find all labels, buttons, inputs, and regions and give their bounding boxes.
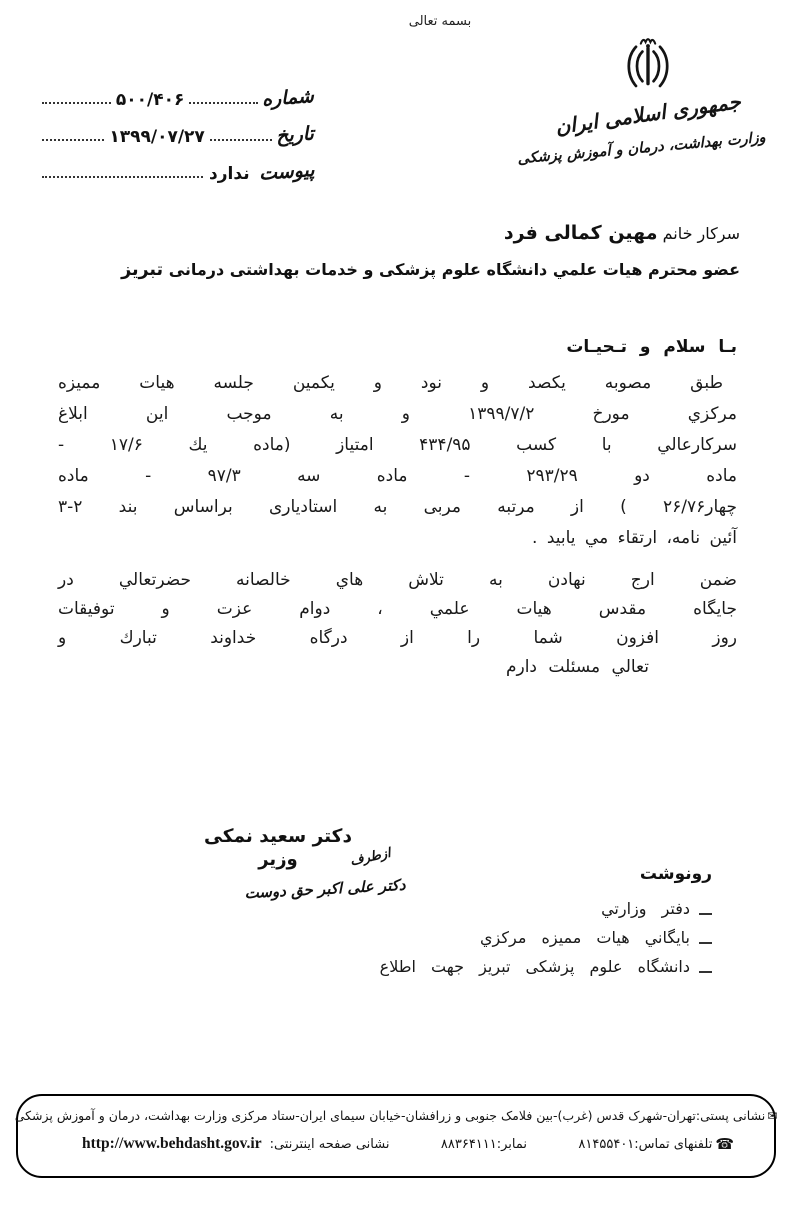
- body-paragraph-2: [58, 566, 737, 682]
- cc-item-label: دفتر وزارتي: [601, 899, 690, 918]
- body-line: آئین نامه، ارتقاء مي یابید .: [532, 528, 737, 548]
- number-dotted-line: [42, 65, 258, 110]
- contact-line: [42, 1135, 750, 1153]
- recipient-salutation: سرکار خانم: [657, 224, 740, 243]
- body-paragraph-1: [58, 368, 737, 554]
- address-text: تهران-شهرک قدس (غرب)-بین فلامک جنوبی و زرافشان-خیابان سیمای ایران-ستاد مرکزی وزارت بهداشت، درمان و آموزش پزشکی: [14, 1108, 696, 1123]
- cc-item-dash: [699, 942, 712, 944]
- attachment-label: پیوست: [257, 158, 315, 185]
- cc-item: [232, 894, 712, 923]
- cc-heading: رونوشت: [639, 864, 712, 884]
- besmele-text: بسمه تعالی: [408, 14, 472, 29]
- recipient-name-line: [55, 222, 740, 244]
- body-line: سرکارعالي با کسب ۴۳۴/۹۵ امتیاز (ماده یك ۱۷/۶ -: [58, 435, 737, 455]
- attachment-dotted-line: [42, 139, 255, 184]
- web-label: نشانی صفحه اینترنتی:: [269, 1136, 390, 1152]
- signature-role: وزیر: [258, 849, 298, 870]
- address-label: نشانی پستی:: [695, 1108, 766, 1123]
- cc-item-label: بایگاني هیات ممیزه مرکزي: [480, 928, 690, 947]
- body-line: چهار۲۶/۷۶ ) از مرتبه مربی به استادیاری براساس بند ‎۳-۲‎: [58, 497, 737, 517]
- recipient-title: عضو محترم هیات علمي دانشگاه علوم پزشکی و خدمات بهداشتی درمانی: [163, 260, 740, 279]
- recipient-title-line: [55, 260, 740, 280]
- cc-item: [232, 923, 712, 952]
- deputy-signature: دکتر علی اکبر حق دوست: [244, 875, 406, 903]
- on-behalf-note: ازطرف: [348, 845, 393, 870]
- cc-item: [232, 952, 712, 981]
- body-line: جایگاه مقدس هیات علمي ، دوام عزت و توفیقات: [58, 599, 737, 619]
- date-value: ۱۳۹۹/۰۷/۲۷: [104, 127, 209, 147]
- website-url: http://www.behdasht.gov.ir: [82, 1135, 262, 1152]
- recipient-block: [55, 222, 740, 280]
- ministry-calligraphy: وزارت بهداشت، درمان و آموزش پزشکی: [516, 129, 767, 168]
- cc-item-label: دانشگاه علوم پزشکی تبریز جهت اطلاع: [379, 957, 690, 976]
- body-line: ماده دو ۲۹۳/۲۹ - ماده سه ۹۷/۳ - ماده: [58, 466, 737, 486]
- address-line: [14, 1108, 778, 1123]
- body-line: طبق مصوبه یکصد و نود و یکمین جلسه هیات ممیزه: [58, 373, 723, 393]
- cc-item-dash: [699, 913, 712, 915]
- footer-box: [16, 1094, 776, 1178]
- signature-name: دکتر سعید نمکی: [204, 826, 352, 847]
- phones-value: ۸۱۴۵۵۴۰۱: [578, 1136, 635, 1152]
- republic-calligraphy: جمهوری اسلامی ایران: [553, 89, 743, 139]
- body-line: روز افزون شما را از درگاه خداوند تبارك و: [58, 628, 737, 648]
- fax-value: ۸۸۳۶۴۱۱۱: [440, 1136, 497, 1152]
- number-value: ۵۰۰/۴۰۶: [111, 90, 189, 110]
- recipient-city: تبریز: [121, 260, 164, 280]
- fax-label: نمابر:: [496, 1136, 528, 1152]
- web-segment: [82, 1135, 389, 1153]
- phone-icon: ☎: [715, 1135, 734, 1153]
- attachment-row: [42, 146, 314, 183]
- attachment-value: ندارد: [204, 164, 255, 184]
- body-line: تعالي مسئلت دارم: [505, 657, 649, 677]
- date-dotted-line: [42, 102, 272, 147]
- phones-label: تلفنهای تماس:: [634, 1136, 713, 1152]
- date-label: تاریخ: [275, 122, 315, 148]
- greeting-heading: بـا سلام و تـحیـات: [566, 337, 737, 357]
- letter-meta-block: [42, 72, 314, 183]
- mail-icon: ✉: [767, 1108, 778, 1123]
- phones-segment: [578, 1135, 734, 1153]
- number-label: شماره: [261, 85, 315, 111]
- fax-segment: [441, 1137, 527, 1152]
- cc-item-dash: [699, 971, 712, 973]
- iran-emblem-icon: [622, 34, 674, 98]
- cc-block: [232, 864, 712, 981]
- recipient-name: مهین کمالی فرد: [503, 222, 658, 244]
- body-line: مرکزي مورخ ۱۳۹۹/۷/۲ و به موجب این ابلاغ: [58, 404, 737, 424]
- body-line: ضمن ارج نهادن به تلاش هاي خالصانه حضرتعالي در: [58, 570, 737, 590]
- letterhead: [516, 34, 767, 168]
